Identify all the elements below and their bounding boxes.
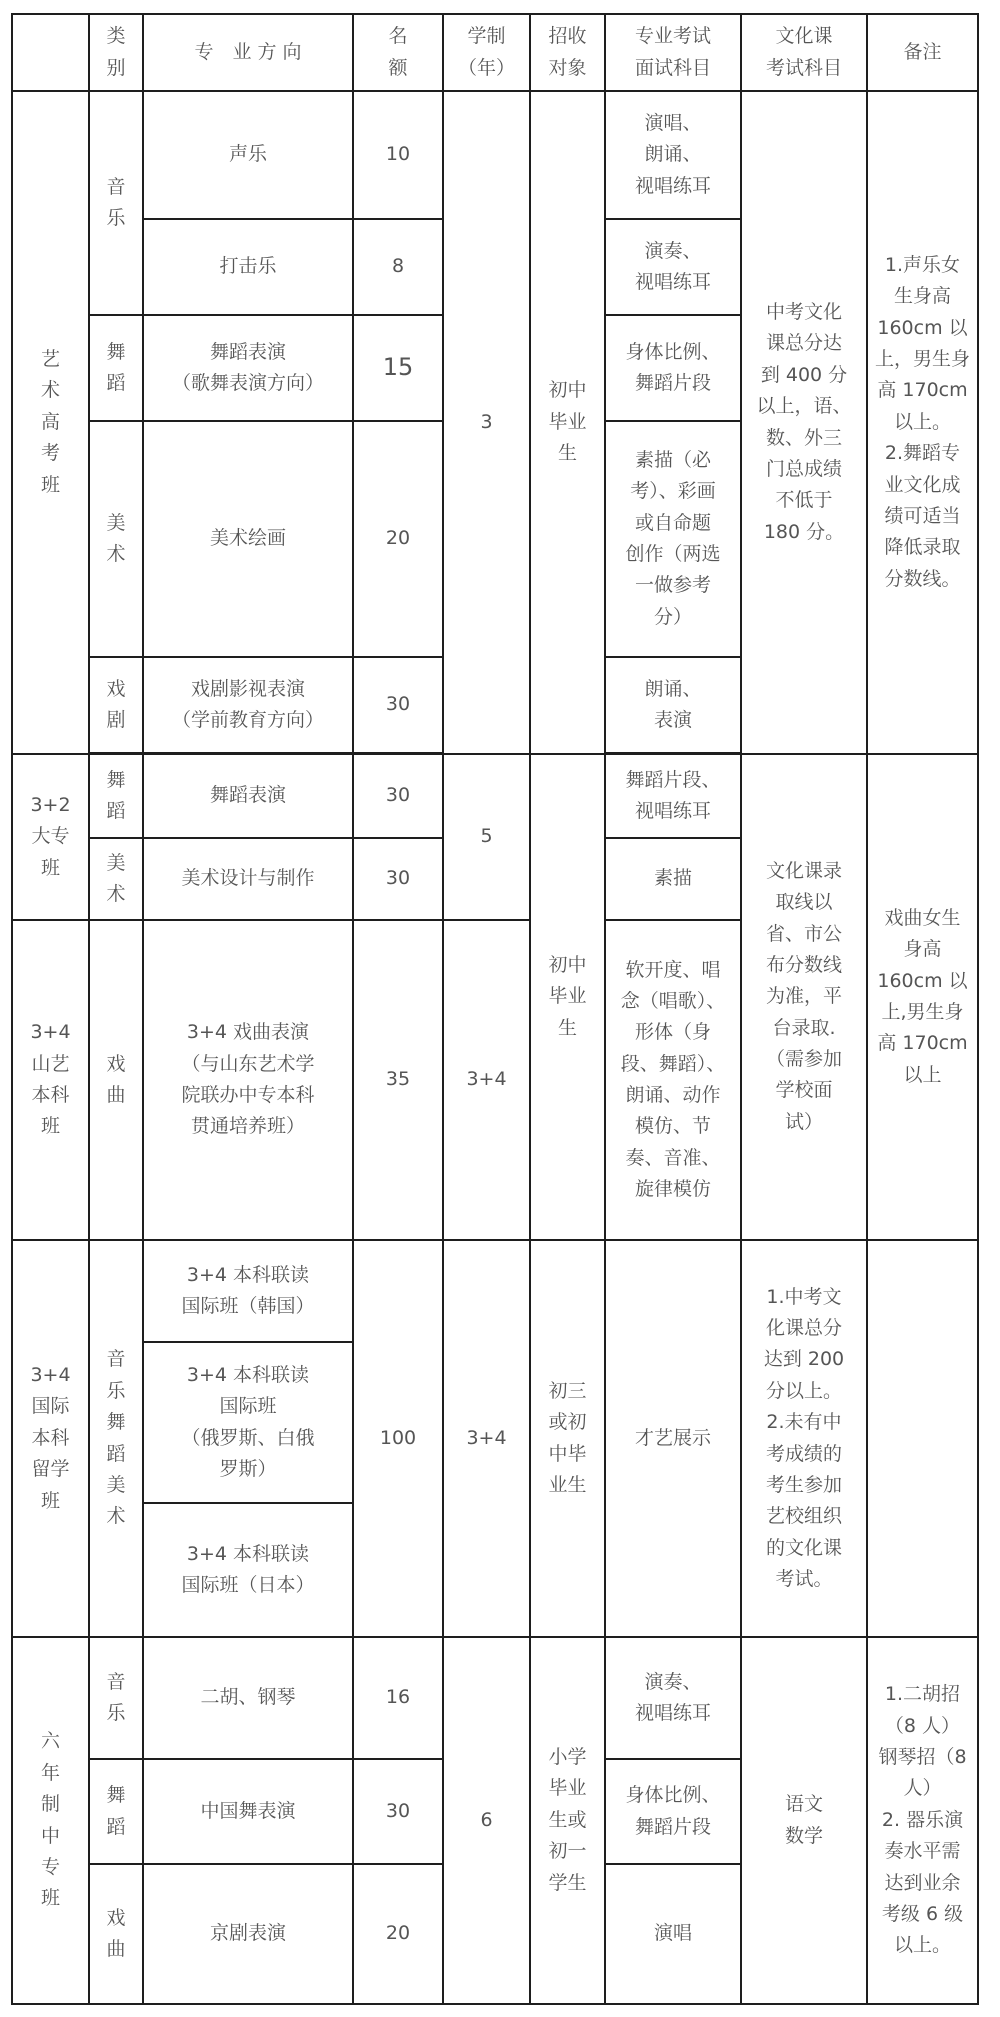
target-six-year: 小学毕业生或初一学生 [530, 1637, 605, 2004]
category-drama: 戏剧 [89, 657, 143, 753]
major-dance: 舞蹈表演 （歌舞表演方向） [143, 315, 353, 421]
header-exam: 专业考试 面试科目 [605, 14, 741, 91]
category-opera-6: 戏曲 [89, 1864, 143, 2004]
major-percussion: 打击乐 [143, 219, 353, 315]
exam-dance: 身体比例、 舞蹈片段 [605, 315, 741, 421]
major-art: 美术绘画 [143, 421, 353, 657]
major-intl-russia: 3+4 本科联读 国际班 （俄罗斯、白俄 罗斯） [143, 1342, 353, 1503]
class-name-shanyi-34: 3+4山艺本科班 [12, 920, 89, 1240]
category-intl-34: 音乐舞蹈美术 [89, 1240, 143, 1637]
quota-art: 20 [353, 421, 443, 657]
major-intl-japan: 3+4 本科联读 国际班（日本） [143, 1503, 353, 1637]
header-years: 学制 （年） [443, 14, 530, 91]
exam-intl-34: 才艺展示 [605, 1240, 741, 1637]
note-shared: 戏曲女生 身高 160cm 以 上,男生身 高 170cm 以上 [867, 754, 978, 1240]
note-intl-34 [867, 1240, 978, 1637]
category-dance: 舞蹈 [89, 315, 143, 421]
quota-percussion: 8 [353, 219, 443, 315]
class-name-college-32: 3+2大专班 [12, 754, 89, 920]
years-shanyi-34: 3+4 [443, 920, 530, 1240]
years-art-gaokao: 3 [443, 91, 530, 754]
quota-vocal: 10 [353, 91, 443, 219]
quota-dance-32: 30 [353, 754, 443, 838]
major-art-32: 美术设计与制作 [143, 838, 353, 920]
header-major: 专 业 方 向 [143, 14, 353, 91]
exam-art: 素描（必 考）、彩画 或自命题 创作（两选 一做参考 分） [605, 421, 741, 657]
class-name-art-gaokao: 艺术高考班 [12, 91, 89, 754]
culture-shared: 文化课录 取线以 省、市公 布分数线 为准，平 台录取. （需参加 学校面 试） [741, 754, 867, 1240]
quota-opera-34: 35 [353, 920, 443, 1240]
years-six-year: 6 [443, 1637, 530, 2004]
table-row [12, 754, 978, 838]
table-row [12, 1240, 978, 1342]
years-college-32: 5 [443, 754, 530, 920]
note-art-gaokao: 1.声乐女 生身高 160cm 以 上，男生身 高 170cm 以上。 2.舞蹈专 业文化成 绩可适当 降低录取 分数线。 [867, 91, 978, 754]
major-intl-korea: 3+4 本科联读 国际班（韩国） [143, 1240, 353, 1342]
class-name-six-year: 六年制中专班 [12, 1637, 89, 2004]
admissions-table [11, 13, 979, 2005]
quota-intl-34: 100 [353, 1240, 443, 1637]
target-art-gaokao: 初中毕业生 [530, 91, 605, 754]
years-intl-34: 3+4 [443, 1240, 530, 1637]
category-art: 美术 [89, 421, 143, 657]
major-opera-34: 3+4 戏曲表演 （与山东艺术学 院联办中专本科 贯通培养班） [143, 920, 353, 1240]
quota-music-6: 16 [353, 1637, 443, 1759]
quota-dance: 15 [353, 315, 443, 421]
quota-dance-6: 30 [353, 1759, 443, 1864]
target-shared: 初中毕业生 [530, 754, 605, 1240]
culture-intl-34: 1.中考文 化课总分 达到 200 分以上。 2.未有中 考成绩的 考生参加 艺校组织 的文化课 考试。 [741, 1240, 867, 1637]
exam-opera-6: 演唱 [605, 1864, 741, 2004]
header-target: 招收 对象 [530, 14, 605, 91]
exam-art-32: 素描 [605, 838, 741, 920]
exam-dance-32: 舞蹈片段、 视唱练耳 [605, 754, 741, 838]
culture-six-year: 语文 数学 [741, 1637, 867, 2004]
header-culture: 文化课 考试科目 [741, 14, 867, 91]
quota-art-32: 30 [353, 838, 443, 920]
header-category: 类 别 [89, 14, 143, 91]
header-note: 备注 [867, 14, 978, 91]
major-dance-6: 中国舞表演 [143, 1759, 353, 1864]
quota-drama: 30 [353, 657, 443, 753]
exam-drama: 朗诵、 表演 [605, 657, 741, 753]
major-opera-6: 京剧表演 [143, 1864, 353, 2004]
culture-art-gaokao: 中考文化 课总分达 到 400 分 以上，语、 数、外三 门总成绩 不低于 180 分。 [741, 91, 867, 754]
category-music-6: 音乐 [89, 1637, 143, 1759]
exam-dance-6: 身体比例、 舞蹈片段 [605, 1759, 741, 1864]
exam-vocal: 演唱、 朗诵、 视唱练耳 [605, 91, 741, 219]
table-row [12, 91, 978, 219]
header-blank [12, 14, 89, 91]
major-dance-32: 舞蹈表演 [143, 754, 353, 838]
exam-music-6: 演奏、 视唱练耳 [605, 1637, 741, 1759]
note-six-year: 1.二胡招 （8 人） 钢琴招（8 人） 2. 器乐演 奏水平需 达到业余 考级 6 级 以上。 [867, 1637, 978, 2004]
category-opera-34: 戏曲 [89, 920, 143, 1240]
target-intl-34: 初三或初中毕业生 [530, 1240, 605, 1637]
header-quota: 名 额 [353, 14, 443, 91]
table-row [12, 1637, 978, 1759]
quota-opera-6: 20 [353, 1864, 443, 2004]
major-vocal: 声乐 [143, 91, 353, 219]
category-art-32: 美术 [89, 838, 143, 920]
header-row [12, 14, 978, 91]
major-drama: 戏剧影视表演 （学前教育方向） [143, 657, 353, 753]
class-name-intl-34: 3+4国际本科留学班 [12, 1240, 89, 1637]
exam-percussion: 演奏、 视唱练耳 [605, 219, 741, 315]
category-dance-32: 舞蹈 [89, 754, 143, 838]
category-dance-6: 舞蹈 [89, 1759, 143, 1864]
exam-opera-34: 软开度、唱 念（唱歌）、 形体（身 段、舞蹈）、 朗诵、动作 模仿、节 奏、音准、 旋律模仿 [605, 920, 741, 1240]
major-music-6: 二胡、钢琴 [143, 1637, 353, 1759]
category-music: 音乐 [89, 91, 143, 315]
